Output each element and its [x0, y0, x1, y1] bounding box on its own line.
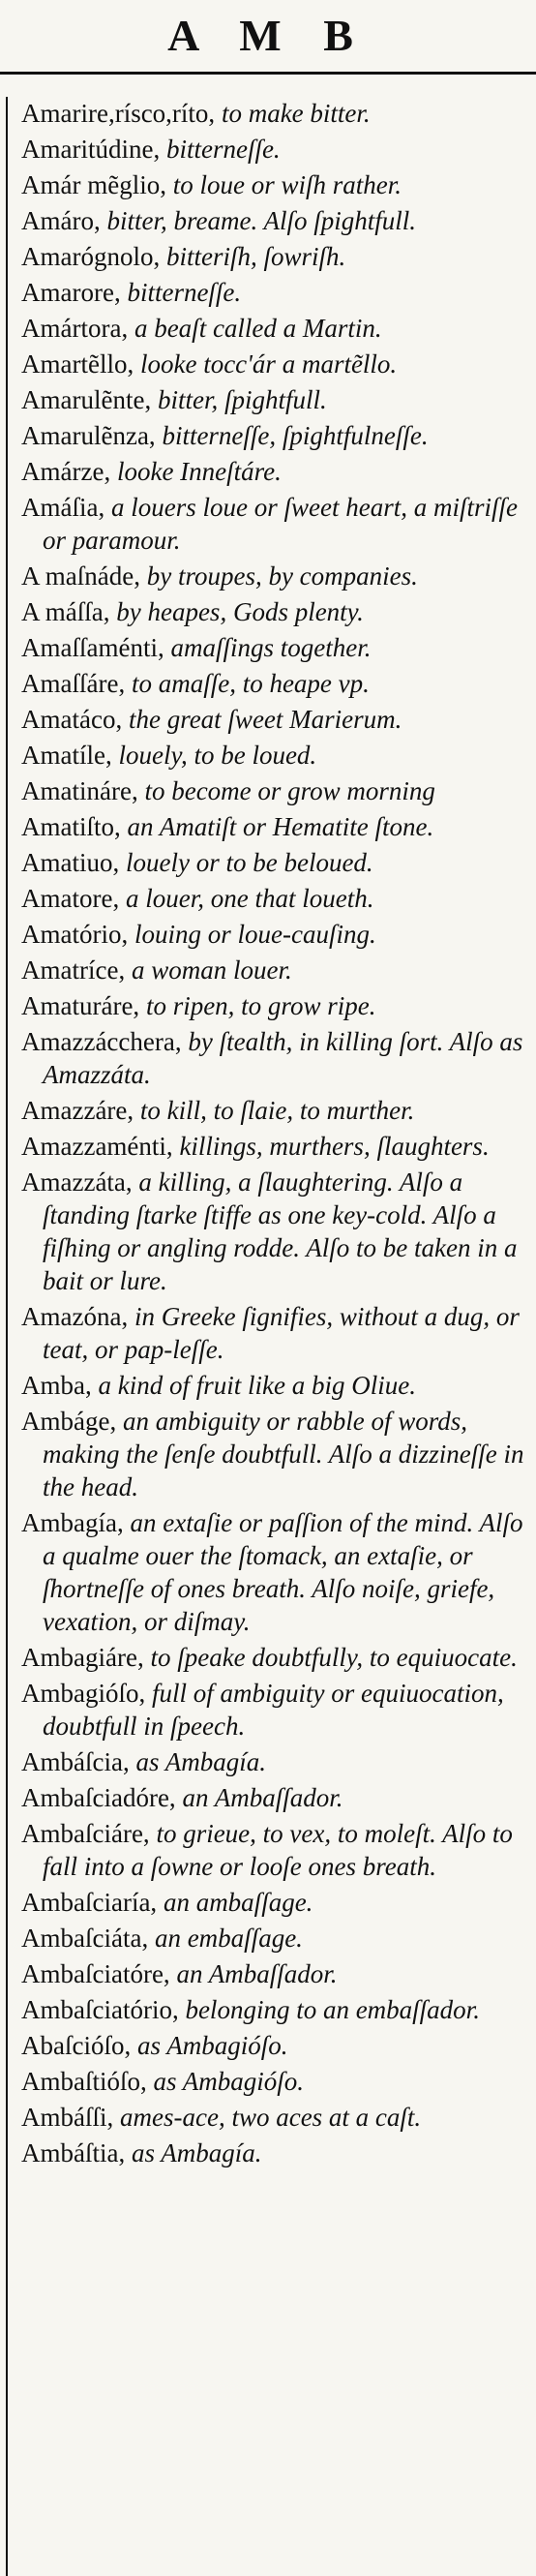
entry-definition: bitteriſh, ſowriſh. — [160, 242, 346, 271]
entry-headword: Amazóna, — [21, 1302, 129, 1331]
dictionary-entry — [21, 1025, 528, 1091]
entry-definition: as Ambagía. — [125, 2138, 262, 2167]
dictionary-entry — [21, 560, 528, 592]
entry-definition: by heapes, Gods plenty. — [109, 597, 364, 626]
entry-headword: Amarógnolo, — [21, 242, 161, 271]
dictionary-entry — [21, 595, 528, 628]
dictionary-entry — [21, 1993, 528, 2026]
entry-definition: a louer, one that loueth. — [119, 884, 374, 913]
dictionary-entry — [21, 168, 528, 201]
entry-headword: Ambagióſo, — [21, 1679, 146, 1708]
entry-headword: Amazzáta, — [21, 1167, 133, 1197]
entry-headword: Amaturáre, — [21, 991, 140, 1020]
dictionary-entry — [21, 1166, 528, 1297]
entry-definition: full of ambiguity or equiuocation, doubtfull in ſpeech. — [43, 1679, 504, 1741]
entry-definition: to ſpeake doubtfully, to equiuocate. — [143, 1643, 518, 1672]
entry-definition: a louers loue or ſweet heart, a miſtriſſe or paramour. — [43, 493, 518, 555]
entry-headword: Amatório, — [21, 920, 129, 949]
entry-headword: Amarulẽnza, — [21, 421, 156, 450]
entry-definition: louely or to be beloued. — [119, 848, 373, 877]
dictionary-entry — [21, 703, 528, 736]
dictionary-entry — [21, 667, 528, 700]
dictionary-entry — [21, 204, 528, 237]
entry-headword: Amárze, — [21, 457, 111, 486]
entry-definition: an Ambaſſador. — [175, 1783, 343, 1812]
dictionary-entry — [21, 97, 528, 130]
dictionary-entry — [21, 2137, 528, 2169]
dictionary-entry — [21, 1300, 528, 1366]
entry-headword: Amatiſto, — [21, 812, 121, 841]
dictionary-entry — [21, 1781, 528, 1814]
entry-headword: Ambagía, — [21, 1508, 124, 1537]
entry-headword: Amarire,rísco,ríto, — [21, 99, 216, 128]
entry-headword: Amba, — [21, 1371, 92, 1400]
entry-definition: to loue or wiſh rather. — [165, 170, 402, 199]
dictionary-entry — [21, 989, 528, 1022]
entry-headword: Amarore, — [21, 278, 121, 307]
entry-list — [6, 97, 536, 2576]
entry-headword: Amatíle, — [21, 741, 112, 770]
entry-definition: by ſtealth, in killing ſort. Alſo as Amazzáta. — [43, 1027, 523, 1089]
entry-definition: louing or loue-cauſing. — [128, 920, 376, 949]
entry-definition: a beaſt called a Martin. — [128, 314, 382, 343]
entry-definition: to become or grow morning — [137, 776, 435, 805]
entry-headword: Ambáſcia, — [21, 1747, 130, 1776]
entry-definition: bitter, breame. Alſo ſpightfull. — [100, 206, 416, 235]
entry-definition: looke tocc'ár a martẽllo. — [134, 349, 398, 379]
entry-headword: Ambaſtióſo, — [21, 2067, 147, 2096]
entry-definition: as Ambagía. — [129, 1747, 266, 1776]
entry-headword: Ambáge, — [21, 1407, 117, 1436]
entry-headword: Ambáſtia, — [21, 2138, 126, 2167]
entry-definition: a kind of fruit like a big Oliue. — [91, 1371, 416, 1400]
dictionary-entry — [21, 383, 528, 416]
dictionary-entry — [21, 276, 528, 309]
dictionary-entry — [21, 739, 528, 772]
dictionary-entry — [21, 1886, 528, 1919]
entry-headword: Amaritúdine, — [21, 135, 161, 164]
entry-headword: Amazzáre, — [21, 1096, 134, 1125]
entry-definition: in Greeke ſignifies, without a dug, or teat, or pap-leſſe. — [43, 1302, 520, 1364]
dictionary-entry — [21, 774, 528, 807]
entry-headword: Amaſſáre, — [21, 669, 126, 698]
dictionary-entry — [21, 491, 528, 557]
entry-definition: to ripen, to grow ripe. — [139, 991, 376, 1020]
entry-definition: an extaſie or paſſion of the mind. Alſo a qualme ouer the ſtomack, an extaſie, or ſhortneſſe of ones breath. Alſo noiſe, griefe, vexation, or diſmay. — [43, 1508, 523, 1636]
entry-headword: Ambaſciadóre, — [21, 1783, 176, 1812]
entry-definition: louely, to be loued. — [111, 741, 317, 770]
entry-definition: bitter, ſpightfull. — [151, 385, 327, 414]
entry-definition: an Amatiſt or Hematite ſtone. — [120, 812, 434, 841]
entry-headword: Ambaſciatóre, — [21, 1959, 170, 1988]
entry-definition: bitterneſſe. — [120, 278, 242, 307]
entry-headword: Ambáſſi, — [21, 2103, 114, 2132]
entry-definition: bitterneſſe, ſpightfulneſſe. — [155, 421, 429, 450]
dictionary-entry — [21, 1957, 528, 1990]
entry-definition: to make bitter. — [215, 99, 371, 128]
dictionary-entry — [21, 2029, 528, 2062]
dictionary-entry — [21, 2065, 528, 2098]
entry-definition: by troupes, by companies. — [139, 561, 418, 591]
entry-headword: Amatáco, — [21, 705, 123, 734]
entry-definition: amaſſings together. — [164, 633, 372, 662]
dictionary-entry — [21, 846, 528, 879]
entry-headword: Amatiuo, — [21, 848, 120, 877]
entry-definition: to grieue, to vex, to moleſt. Alſo to fall into a ſowne or looſe ones breath. — [43, 1819, 513, 1881]
entry-definition: an ambiguity or rabble of words, making the ſenſe doubtfull. Alſo a dizzineſſe in the head. — [43, 1407, 524, 1501]
dictionary-entry — [21, 133, 528, 166]
dictionary-entry — [21, 918, 528, 951]
dictionary-entry — [21, 1506, 528, 1638]
dictionary-entry — [21, 1405, 528, 1503]
dictionary-entry — [21, 1922, 528, 1955]
dictionary-entry — [21, 1369, 528, 1402]
entry-headword: Amár mẽglio, — [21, 170, 166, 199]
dictionary-entry — [21, 1677, 528, 1743]
entry-headword: Ambaſciáre, — [21, 1819, 150, 1848]
dictionary-entry — [21, 1130, 528, 1163]
entry-headword: A máſſa, — [21, 597, 110, 626]
entry-headword: Amartẽllo, — [21, 349, 134, 379]
entry-definition: looke Inneſtáre. — [110, 457, 282, 486]
entry-definition: as Ambagióſo. — [146, 2067, 305, 2096]
entry-definition: an ambaſſage. — [157, 1888, 313, 1917]
entry-headword: Amatore, — [21, 884, 120, 913]
dictionary-entry — [21, 810, 528, 843]
entry-definition: the great ſweet Marierum. — [122, 705, 402, 734]
entry-headword: Ambaſciatório, — [21, 1995, 179, 2024]
entry-headword: Amazzácchera, — [21, 1027, 182, 1056]
entry-headword: Amatináre, — [21, 776, 138, 805]
entry-definition: ames-ace, two aces at a caſt. — [113, 2103, 422, 2132]
entry-headword: Amarulẽnte, — [21, 385, 152, 414]
entry-headword: Abaſcióſo, — [21, 2031, 132, 2060]
dictionary-entry — [21, 240, 528, 273]
entry-definition: killings, murthers, ſlaughters. — [172, 1132, 490, 1161]
entry-headword: A maſnáde, — [21, 561, 140, 591]
dictionary-entry — [21, 1094, 528, 1127]
entry-headword: Amaſſaménti, — [21, 633, 164, 662]
dictionary-entry — [21, 1641, 528, 1674]
dictionary-entry — [21, 455, 528, 488]
dictionary-entry — [21, 631, 528, 664]
entry-definition: bitterneſſe. — [160, 135, 281, 164]
dictionary-entry — [21, 348, 528, 380]
dictionary-entry — [21, 1745, 528, 1778]
entry-definition: to kill, to ſlaie, to murther. — [134, 1096, 415, 1125]
entry-definition: a killing, a ſlaughtering. Alſo a ſtanding ſtarke ſtiffe as one key-cold. Alſo a fiſhing or angling rodde. Alſo to be taken in a bait or lure. — [43, 1167, 518, 1295]
entry-definition: a woman louer. — [125, 955, 292, 985]
entry-headword: Amazzaménti, — [21, 1132, 173, 1161]
entry-definition: an embaſſage. — [148, 1924, 303, 1953]
entry-definition: as Ambagióſo. — [131, 2031, 288, 2060]
dictionary-entry — [21, 882, 528, 915]
entry-headword: Amáro, — [21, 206, 101, 235]
dictionary-entry — [21, 954, 528, 986]
dictionary-entry — [21, 1817, 528, 1883]
entry-definition: an Ambaſſador. — [169, 1959, 338, 1988]
entry-headword: Amatríce, — [21, 955, 126, 985]
heading-rule — [0, 72, 536, 75]
entry-headword: Ambaſciáta, — [21, 1924, 149, 1953]
entry-headword: Ambaſciaría, — [21, 1888, 158, 1917]
dictionary-entry — [21, 2101, 528, 2134]
entry-definition: to amaſſe, to heape vp. — [125, 669, 370, 698]
page-heading: A M B — [167, 11, 369, 60]
dictionary-entry — [21, 419, 528, 452]
entry-definition: belonging to an embaſſador. — [178, 1995, 480, 2024]
entry-headword: Ambagiáre, — [21, 1643, 144, 1672]
entry-headword: Amártora, — [21, 314, 129, 343]
entry-headword: Amáſia, — [21, 493, 105, 522]
dictionary-entry — [21, 312, 528, 345]
